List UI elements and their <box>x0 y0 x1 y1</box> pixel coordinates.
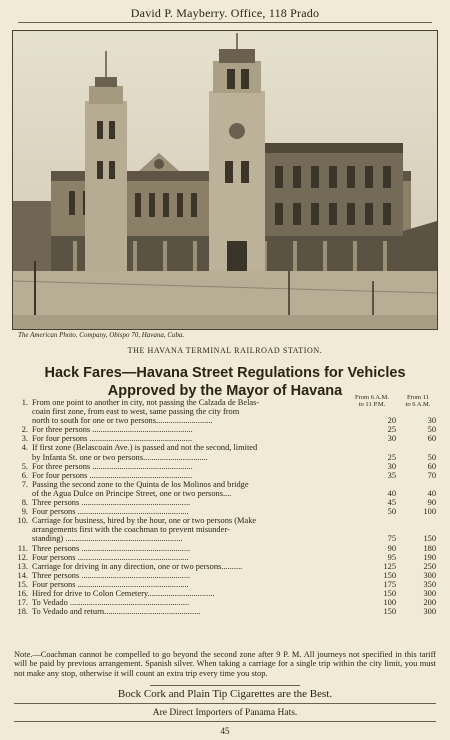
fare-row <box>14 507 440 516</box>
fare-description: Four persons ..................................................... <box>32 579 189 589</box>
cigarette-ad: Bock Cork and Plain Tip Cigarettes are the Best. <box>117 688 333 700</box>
fare-night-price: 70 <box>427 470 436 480</box>
hats-ad: Are Direct Importers of Panama Hats. <box>152 708 298 718</box>
fare-day-price: 50 <box>387 507 396 517</box>
fare-row <box>14 425 440 434</box>
fare-night-price: 150 <box>423 534 436 544</box>
fare-row <box>14 589 440 598</box>
fare-number: 10. <box>17 516 28 526</box>
photo-credit: The American Photo. Company, Obispo 70, Havana, Cuba. <box>18 331 185 339</box>
fare-description: To Vedado ......................................................... <box>32 598 190 608</box>
fare-description: For three persons ................................................ <box>32 425 193 435</box>
fare-night-price: 60 <box>427 434 436 444</box>
fare-day-price: 150 <box>383 570 396 580</box>
station-photo <box>12 30 438 330</box>
fare-description: From one point to another in city, not passing the Calzada de Belas- coain first zone, from east to west, same passing the city from north to south for one or two persons........................... <box>32 398 260 426</box>
page-number: 45 <box>220 726 230 736</box>
fare-day-price: 25 <box>387 425 396 435</box>
fare-day-price: 150 <box>383 588 396 598</box>
fare-description: Carriage for driving in any direction, one or two persons.......... <box>32 561 243 571</box>
fare-description: Hired for drive to Colon Cemetery................................ <box>32 588 215 598</box>
fare-row <box>14 471 440 480</box>
fare-day-price: 150 <box>383 607 396 617</box>
fare-night-price: 90 <box>427 498 436 508</box>
fare-day-price: 40 <box>387 488 396 498</box>
fare-number: 17. <box>17 598 28 608</box>
fare-number: 16. <box>17 588 28 598</box>
fare-row <box>14 607 440 616</box>
fare-row <box>14 562 440 571</box>
fare-day-price: 90 <box>387 543 396 553</box>
fare-row <box>14 434 440 443</box>
fare-night-price: 190 <box>423 552 436 562</box>
fare-description: Three persons .................................................... <box>32 498 191 508</box>
fare-number: 9. <box>21 507 28 517</box>
fare-number: 15. <box>17 579 28 589</box>
fare-number: 1. <box>21 398 28 407</box>
fare-day-price: 30 <box>387 461 396 471</box>
title-line-2: Approved by the Mayor of Havana <box>107 383 343 399</box>
fare-row <box>14 553 440 562</box>
fare-row <box>14 571 440 580</box>
page-header: David P. Mayberry. Office, 118 Prado <box>130 6 320 20</box>
fare-number: 8. <box>21 498 28 508</box>
divider <box>14 703 436 704</box>
title-line-1: Hack Fares—Havana Street Regulations for Vehicles <box>44 365 406 381</box>
fare-night-price: 30 <box>427 416 436 426</box>
fare-night-price: 350 <box>423 579 436 589</box>
fare-description: Four persons ..................................................... <box>32 552 189 562</box>
fare-day-price: 20 <box>387 416 396 426</box>
header-rule <box>18 22 432 23</box>
fare-number: 6. <box>21 470 28 480</box>
fare-row <box>14 498 440 507</box>
fare-night-price: 300 <box>423 607 436 617</box>
fare-day-price: 75 <box>387 534 396 544</box>
divider <box>14 721 436 722</box>
column-header-night: From 11 to 6 A.M. <box>405 394 431 408</box>
fare-number: 3. <box>21 434 28 444</box>
fare-day-price: 30 <box>387 434 396 444</box>
fare-night-price: 100 <box>423 507 436 517</box>
fare-night-price: 50 <box>427 425 436 435</box>
fare-description: For four persons ................................................. <box>32 470 193 480</box>
fare-day-price: 35 <box>387 470 396 480</box>
fare-number: 4. <box>21 443 28 453</box>
fare-night-price: 40 <box>427 488 436 498</box>
column-header-day: From 6 A.M. to 11 P.M. <box>355 394 389 408</box>
fare-description: Four persons ..................................................... <box>32 507 189 517</box>
fare-description: Three persons .................................................... <box>32 543 191 553</box>
fare-night-price: 250 <box>423 561 436 571</box>
fare-night-price: 180 <box>423 543 436 553</box>
fare-row <box>14 598 440 607</box>
fare-number: 13. <box>17 561 28 571</box>
fare-number: 14. <box>17 570 28 580</box>
fare-number: 2. <box>21 425 28 435</box>
fare-row <box>14 398 440 425</box>
fare-description: Passing the second zone to the Quinta de los Molinos and bridge of the Agua Dulce on Principe Street, one or two persons.... <box>32 479 249 498</box>
fare-row <box>14 443 440 461</box>
fare-row <box>14 580 440 589</box>
fare-description: To Vedado and return.............................................. <box>32 607 201 617</box>
fare-day-price: 95 <box>387 552 396 562</box>
fare-description: Three persons .................................................... <box>32 570 191 580</box>
fare-night-price: 60 <box>427 461 436 471</box>
fare-description: For three persons ................................................ <box>32 461 193 471</box>
fare-row <box>14 480 440 498</box>
fare-row <box>14 544 440 553</box>
fares-note: Note.—Coachman cannot be compelled to go beyond the second zone after 9 P. M. All journeys not specified in this tariff will be paid by previous arrangement. Spanish silver. When taking a carriage for a single trip within the city limit, you must not make any stop, otherwise it will count an extra trip every time you stop. <box>14 650 436 678</box>
fare-description: If first zone (Belascoain Ave.) is passed and not the second, limited by Infanta St. one or two persons............................... <box>32 443 258 462</box>
fares-table <box>14 398 440 616</box>
photo-caption: THE HAVANA TERMINAL RAILROAD STATION. <box>127 346 323 355</box>
fare-row <box>14 516 440 543</box>
divider <box>150 685 300 686</box>
fare-description: For four persons ................................................. <box>32 434 193 444</box>
fare-description: Carriage for business, hired by the hour, one or two persons (Make arrangements first with the coachman to prevent misunder- standing) ........................................................ <box>32 516 257 544</box>
fare-number: 7. <box>21 479 28 489</box>
fare-number: 12. <box>17 552 28 562</box>
fare-number: 11. <box>17 543 28 553</box>
fare-day-price: 25 <box>387 452 396 462</box>
fare-number: 18. <box>17 607 28 617</box>
fare-night-price: 50 <box>427 452 436 462</box>
fare-night-price: 300 <box>423 588 436 598</box>
fare-day-price: 175 <box>383 579 396 589</box>
fare-row <box>14 462 440 471</box>
fare-night-price: 200 <box>423 598 436 608</box>
fare-day-price: 100 <box>383 598 396 608</box>
fare-day-price: 45 <box>387 498 396 508</box>
fare-night-price: 300 <box>423 570 436 580</box>
fare-number: 5. <box>21 461 28 471</box>
fare-day-price: 125 <box>383 561 396 571</box>
